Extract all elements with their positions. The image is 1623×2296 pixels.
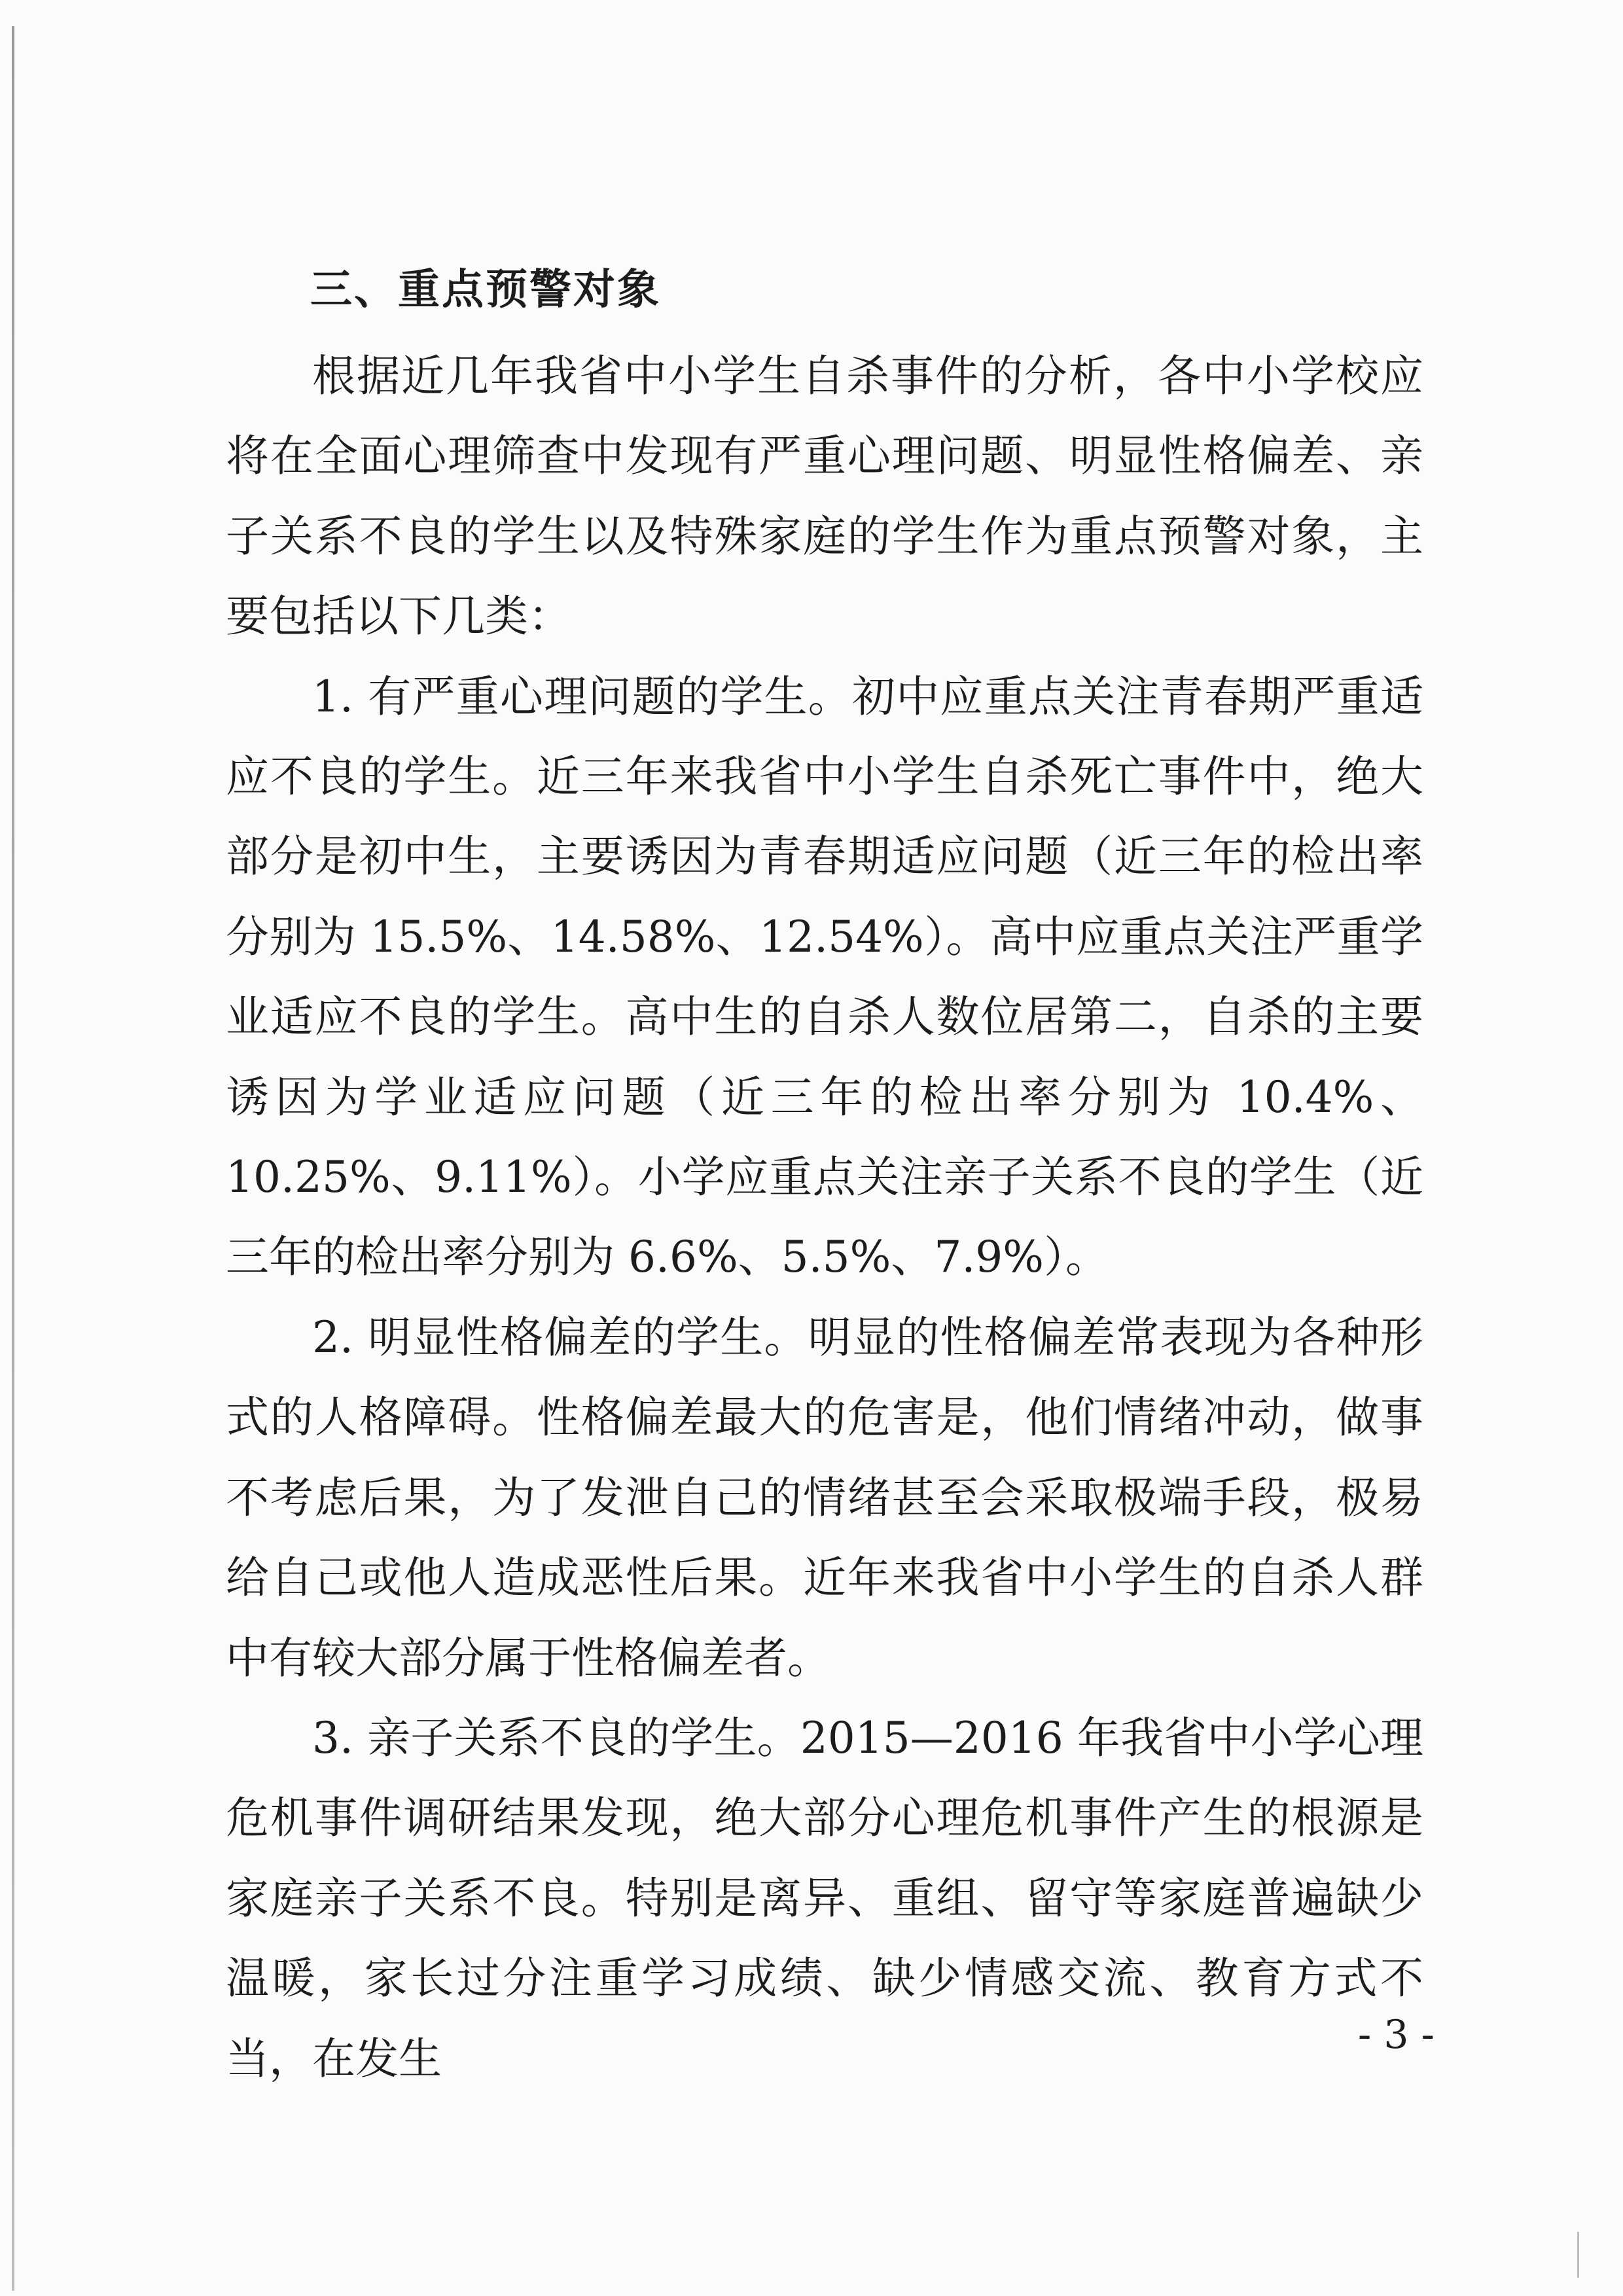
scan-mark [1577, 2232, 1579, 2278]
body-text [226, 336, 1423, 2099]
section-heading: 三、重点预警对象 [310, 265, 661, 314]
paragraph-item-1: 1. 有严重心理问题的学生。初中应重点关注青春期严重适应不良的学生。近三年来我省中小学生自杀死亡事件中，绝大部分是初中生，主要诱因为青春期适应问题（近三年的检出率分别为 15.5%、14.58%、12.54%）。高中应重点关注严重学业适应不良的学生。高中生的自杀人数位居第二，自杀的主要诱因为学业适应问题（近三年的检出率分别为 10.4%、10.25%、9.11%）。小学应重点关注亲子关系不良的学生（近三年的检出率分别为 6.6%、5.5%、7.9%）。 [226, 671, 1423, 1283]
page-number: - 3 - [1358, 2012, 1435, 2058]
paragraph-item-2: 2. 明显性格偏差的学生。明显的性格偏差常表现为各种形式的人格障碍。性格偏差最大的危害是，他们情绪冲动，做事不考虑后果，为了发泄自己的情绪甚至会采取极端手段，极易给自己或他人造成恶性后果。近年来我省中小学生的自杀人群中有较大部分属于性格偏差者。 [226, 1312, 1423, 1683]
paragraph-intro: 根据近几年我省中小学生自杀事件的分析，各中小学校应将在全面心理筛查中发现有严重心理问题、明显性格偏差、亲子关系不良的学生以及特殊家庭的学生作为重点预警对象，主要包括以下几类： [226, 351, 1423, 642]
scan-edge [12, 26, 14, 2291]
paragraph-item-3: 3. 亲子关系不良的学生。2015—2016 年我省中小学心理危机事件调研结果发现，绝大部分心理危机事件产生的根源是家庭亲子关系不良。特别是离异、重组、留守等家庭普遍缺少温暖，家长过分注重学习成绩、缺少情感交流、教育方式不当，在发生 [226, 1712, 1423, 2084]
